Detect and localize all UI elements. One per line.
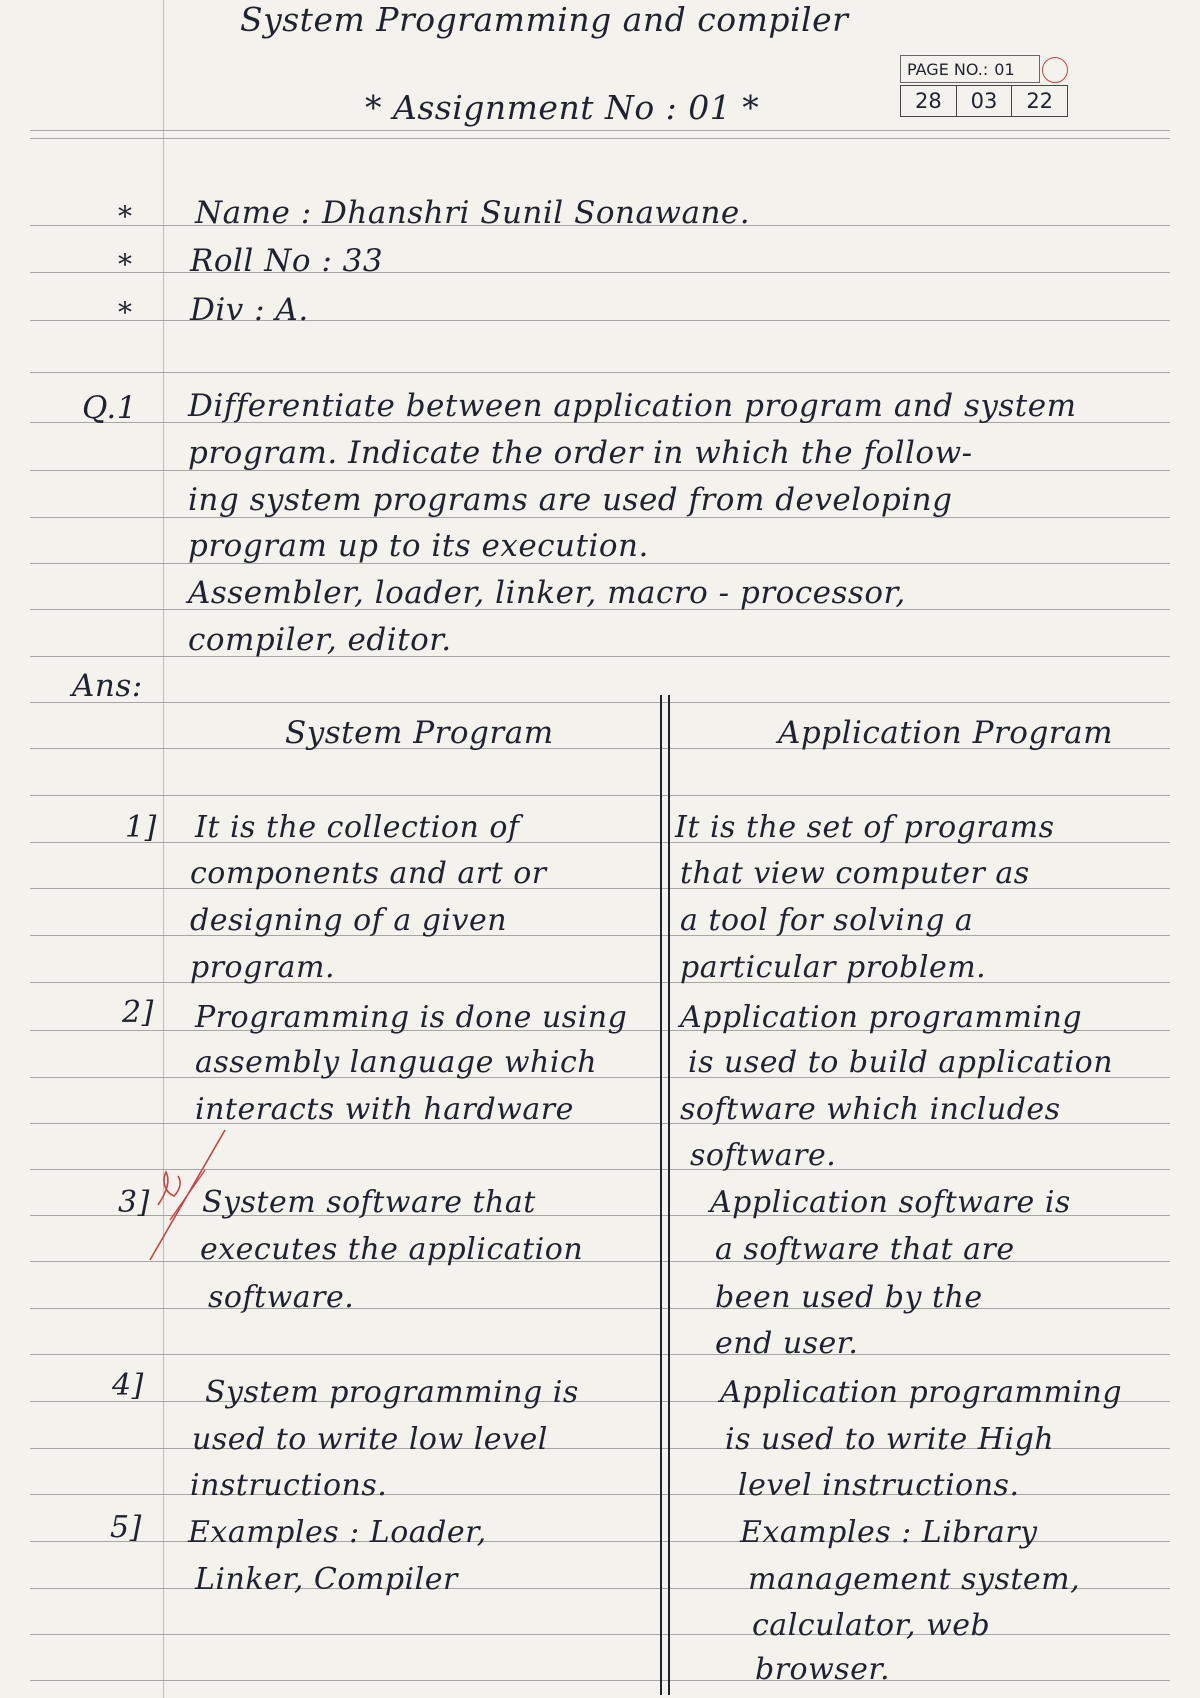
system-cell-line: instructions.	[190, 1468, 388, 1503]
application-cell-line: Application software is	[710, 1185, 1071, 1220]
application-cell-line: level instructions.	[738, 1468, 1020, 1503]
system-cell-line: designing of a given	[190, 903, 508, 938]
question-line: compiler, editor.	[188, 622, 452, 658]
date-year: 22	[1026, 89, 1054, 113]
row-number: 1]	[125, 810, 157, 845]
question-line: program up to its execution.	[188, 528, 649, 564]
application-cell-line: browser.	[755, 1652, 891, 1687]
date-day: 28	[901, 86, 957, 116]
application-cell-line: is used to write High	[725, 1422, 1055, 1457]
page-no-label: PAGE NO.:	[907, 60, 989, 79]
page-number-box	[900, 55, 1070, 119]
question-label: Q.1	[82, 390, 137, 426]
application-cell-line: It is the set of programs	[675, 810, 1055, 845]
application-cell-line: been used by the	[715, 1280, 983, 1315]
teacher-check-mark-icon	[140, 1110, 260, 1270]
application-cell-line: software.	[690, 1138, 837, 1173]
row-number: 2]	[122, 995, 154, 1030]
question-line: Assembler, loader, linker, macro - processor,	[188, 575, 906, 611]
table-divider	[660, 695, 662, 1695]
date-month: 03	[957, 86, 1013, 116]
question-line: ing system programs are used from developing	[188, 482, 953, 518]
application-cell-line: a software that are	[715, 1232, 1015, 1267]
row-number: 5]	[110, 1510, 142, 1545]
student-name: Name : Dhanshri Sunil Sonawane.	[195, 195, 751, 231]
application-cell-line: Application programming	[680, 1000, 1083, 1035]
notebook-logo-icon	[1042, 57, 1068, 83]
row-number: 4]	[112, 1368, 144, 1403]
system-cell-line: used to write low level	[192, 1422, 548, 1457]
system-cell-line: Linker, Compiler	[195, 1562, 458, 1597]
system-cell-line: assembly language which	[195, 1045, 598, 1080]
application-cell-line: is used to build application	[688, 1045, 1114, 1080]
application-cell-line: that view computer as	[680, 856, 1030, 891]
application-cell-line: a tool for solving a	[680, 903, 974, 938]
application-cell-line: calculator, web	[752, 1608, 991, 1643]
bullet-star: *	[118, 200, 132, 233]
system-cell-line: program.	[190, 950, 336, 985]
bullet-star: *	[118, 248, 132, 281]
student-div: Div : A.	[190, 292, 309, 328]
system-cell-line: components and art or	[190, 856, 547, 891]
page-no-value: 01	[994, 60, 1015, 79]
question-line: Differentiate between application program and system	[188, 388, 1077, 424]
application-cell-line: Examples : Library	[740, 1515, 1038, 1550]
date-box	[900, 85, 1068, 117]
column-header-application: Application Program	[778, 715, 1113, 751]
system-cell-line: Programming is done using	[195, 1000, 628, 1035]
system-cell-line: System software that	[202, 1185, 536, 1220]
bullet-star: *	[118, 296, 132, 329]
application-cell-line: management system,	[748, 1562, 1081, 1597]
application-cell-line: particular problem.	[680, 950, 987, 985]
system-cell-line: Examples : Loader,	[188, 1515, 487, 1550]
assignment-title: * Assignment No : 01 *	[365, 88, 760, 127]
table-divider	[668, 695, 670, 1695]
application-cell-line: end user.	[715, 1326, 859, 1361]
system-cell-line: It is the collection of	[195, 810, 520, 845]
system-cell-line: executes the application	[200, 1232, 584, 1267]
row-number: 3]	[118, 1185, 150, 1220]
system-cell-line: interacts with hardware	[195, 1092, 574, 1127]
application-cell-line: software which includes	[680, 1092, 1061, 1127]
course-title: System Programming and compiler	[240, 0, 849, 39]
system-cell-line: System programming is	[205, 1375, 579, 1410]
question-line: program. Indicate the order in which the follow-	[188, 435, 973, 471]
application-cell-line: Application programming	[720, 1375, 1123, 1410]
system-cell-line: software.	[208, 1280, 355, 1315]
answer-label: Ans:	[72, 668, 143, 704]
student-roll: Roll No : 33	[190, 243, 384, 279]
column-header-system: System Program	[285, 715, 554, 751]
